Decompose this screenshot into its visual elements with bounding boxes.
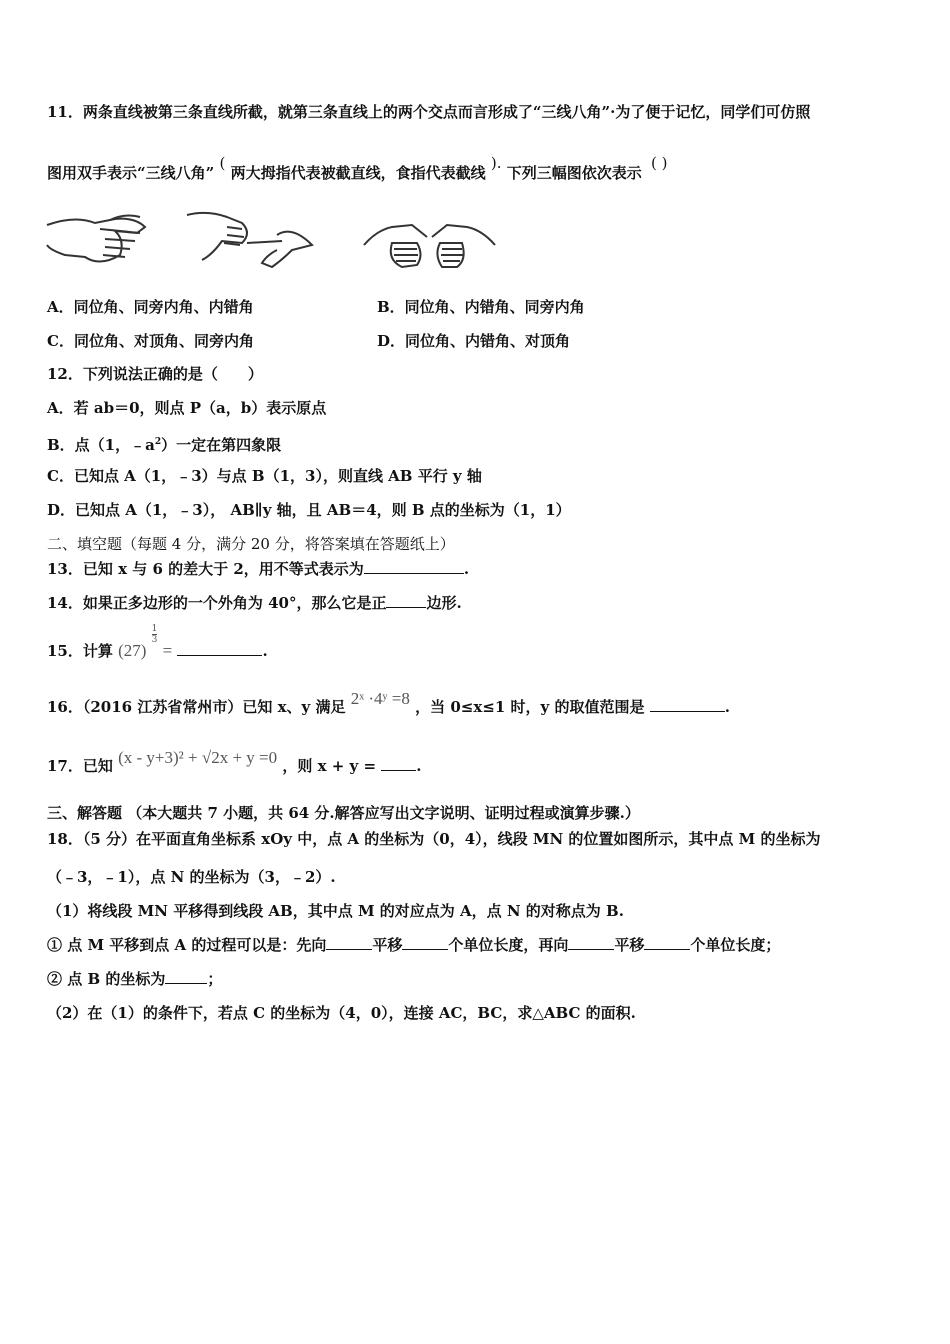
section2-heading: 二、填空题（每题 4 分，满分 20 分，将答案填在答题纸上） [47, 535, 455, 553]
q15: 15．计算 (27) $\frac{1}{3}$ = . [47, 624, 268, 660]
q11-line1: 11．两条直线被第三条直线所截，就第三条直线上的两个交点而言形成了“三线八角”·为了便于记忆，同学们可仿照 [47, 103, 811, 121]
hands-figure-3 [362, 205, 497, 280]
q14: 14．如果正多边形的一个外角为 40°，那么它是正 边形. [47, 594, 462, 612]
q12-option-c: C．已知点 A（1，﹣3）与点 B（1，3），则直线 AB 平行 y 轴 [47, 467, 482, 485]
q18-sub1: ① 点 M 平移到点 A 的过程可以是：先向 平移 个单位长度，再向 平移 个单位长度； [47, 936, 781, 954]
hands-figure-1 [45, 205, 155, 280]
q12-option-b: B．点（1，$﹣a^2$）一定在第四象限 [47, 436, 282, 454]
q18-line2: （﹣3，﹣1），点 N 的坐标为（3，﹣2）. [47, 868, 336, 886]
section3-heading: 三、解答题 （本大题共 7 小题，共 64 分.解答应写出文字说明、证明过程或演算步骤.） [47, 804, 640, 822]
q12-option-d: D．已知点 A（1，﹣3）， AB∥y 轴，且 AB＝4，则 B 点的坐标为（1，1） [47, 501, 571, 519]
q12-option-a: A．若 ab＝0，则点 P（a，b）表示原点 [47, 399, 327, 417]
q18-part1: （1）将线段 MN 平移得到线段 AB，其中点 M 的对应点为 A，点 N 的对称点为 B. [47, 902, 624, 920]
q18-line1: 18．（5 分）在平面直角坐标系 xOy 中，点 A 的坐标为（0，4），线段 MN 的位置如图所示，其中点 M 的坐标为 [47, 830, 821, 848]
q11-option-c: C．同位角、对顶角、同旁内角 [47, 332, 254, 350]
q11-option-b: B．同位角、内错角、同旁内角 [377, 298, 585, 316]
q12-stem: 12．下列说法正确的是（ ） [47, 365, 263, 383]
q17: 17．已知 (x - y+3)² + √2x + y =0 ，则 x + y = . [47, 748, 422, 775]
q13: 13．已知 x 与 6 的差大于 2，用不等式表示为 . [47, 560, 470, 578]
q18-part2: （2）在（1）的条件下，若点 C 的坐标为（4，0），连接 AC，BC，求△ABC 的面积. [47, 1004, 636, 1022]
q16: 16．（2016 江苏省常州市）已知 x、y 满足 2ˣ ·4ʸ =8 ，当 0≤x≤1 时，y 的取值范围是 . [47, 689, 730, 716]
q11-option-a: A．同位角、同旁内角、内错角 [47, 298, 254, 316]
q11-line2: 图用双手表示“三线八角” ( 两大拇指代表被截直线，食指代表截线 ). 下列三幅图依次表示 ( ) [47, 154, 668, 182]
q11-option-d: D．同位角、内错角、对顶角 [377, 332, 571, 350]
q18-sub2: ② 点 B 的坐标为 ； [47, 970, 223, 988]
hands-figure-2 [182, 205, 317, 280]
